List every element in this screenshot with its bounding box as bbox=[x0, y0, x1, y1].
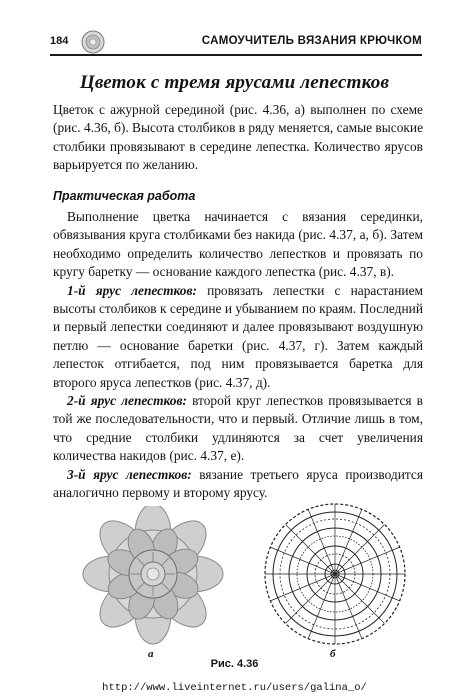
practice-body bbox=[53, 208, 423, 503]
section-title: Цветок с тремя ярусами лепестков bbox=[79, 72, 390, 93]
figure-4-36 bbox=[60, 500, 430, 660]
tier-2-label: 2-й ярус лепестков: bbox=[67, 393, 187, 409]
running-title: САМОУЧИТЕЛЬ ВЯЗАНИЯ КРЮЧКОМ bbox=[201, 35, 422, 47]
paragraph-3 bbox=[53, 392, 423, 466]
tier-3-text: вязание третьего яруса производится аналогично первому и второму ярусу. bbox=[53, 466, 423, 501]
crochet-chart-diagram bbox=[250, 500, 420, 650]
paragraph-2 bbox=[53, 282, 423, 392]
figure-caption: Рис. 4.36 bbox=[210, 658, 259, 670]
paragraph-1: Выполнение цветка начинается с вязания серединки, обвязывания круга столбиками без накида (рис. 4.37, а, б). Затем необходимо определить количество лепестков и провязать по кругу баретку — основание каждого лепестка (рис. 4.37, в). bbox=[53, 209, 423, 280]
paragraph-4 bbox=[53, 466, 423, 503]
crochet-flower-photo bbox=[78, 506, 228, 646]
crochet-motif-icon bbox=[80, 29, 106, 55]
tier-1-label: 1-й ярус лепестков: bbox=[67, 282, 197, 298]
tier-2-text: второй круг лепестков провязывается в той же последовательности, что и первый. Отличие лишь в том, что средние столбики удлиняются за счет увеличения количества накидов (рис. 4.37, е). bbox=[53, 393, 423, 464]
tier-1-text: провязать лепестки с нарастанием высоты столбиков к середине и убыванием по краям. Последний и первый лепестки соединяют и далее провязывают воздушную петлю — основание баретки (рис. 4.37, г). Затем каждый лепесток отгибается, под ним провязывается баретка для второго яруса лепестков (рис. 4.37, д). bbox=[53, 282, 424, 390]
intro-paragraph: Цветок с ажурной серединой (рис. 4.36, а) выполнен по схеме (рис. 4.36, б). Высота столбиков в ряду меняется, самые высокие столбики провязывают в середине лепестка. Количество ярусов варьируется по желанию. bbox=[53, 102, 424, 173]
page-number: 184 bbox=[50, 35, 69, 47]
figure-label-b: б bbox=[330, 648, 336, 660]
practice-heading: Практическая работа bbox=[53, 189, 196, 203]
footer-url: http://www.liveinternet.ru/users/galina_o/ bbox=[102, 682, 367, 694]
figure-label-a: а bbox=[148, 648, 154, 660]
page-header bbox=[50, 32, 422, 56]
tier-3-label: 3-й ярус лепестков: bbox=[67, 466, 192, 482]
